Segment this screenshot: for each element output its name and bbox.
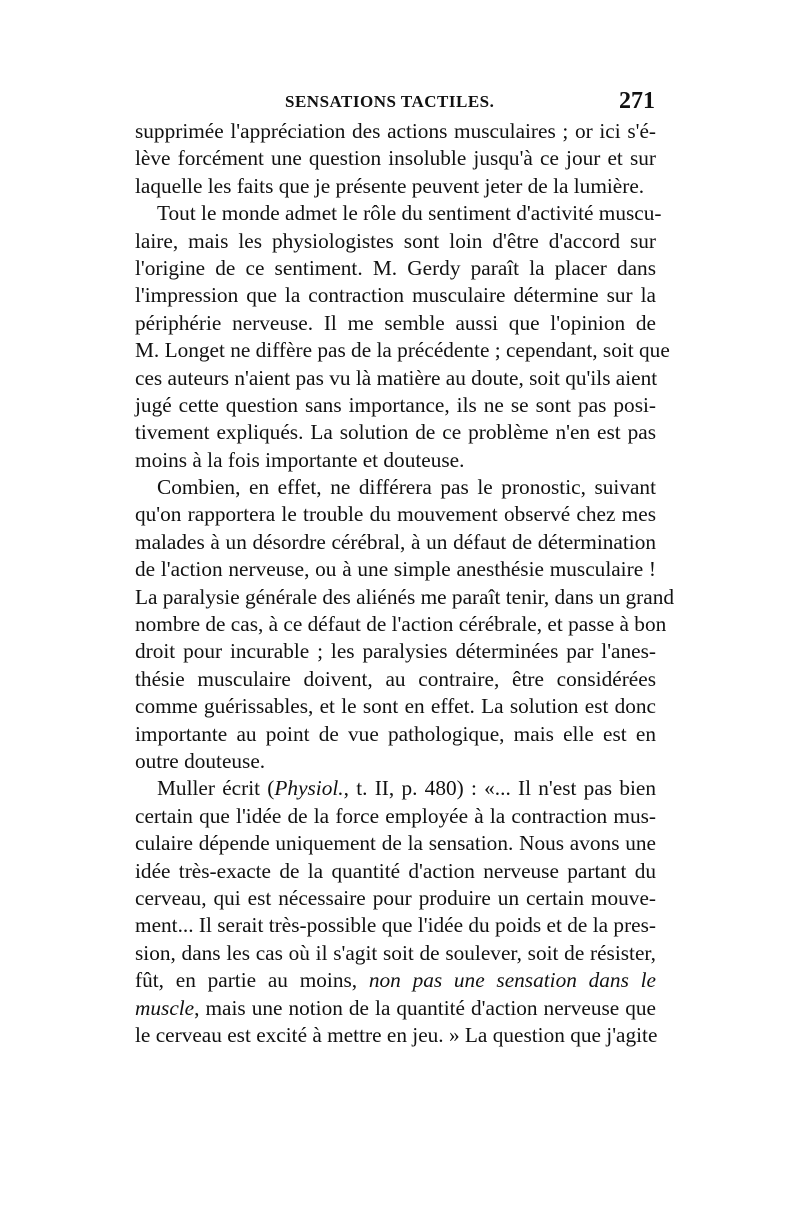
text-line: idée très-exacte de la quantité d'action nerveuse partant du (135, 858, 656, 883)
text-line: Tout le monde admet le rôle du sentiment d'activité muscu- (157, 201, 662, 226)
text-line: certain que l'idée de la force employée à la contraction mus- (135, 803, 656, 828)
text-line: M. Longet ne diffère pas de la précédente ; cependant, soit que (135, 338, 670, 363)
text-line: l'impression que la contraction musculaire détermine sur la (135, 283, 656, 308)
text-line: ces auteurs n'aient pas vu là matière au doute, soit qu'ils aient (135, 365, 658, 390)
page-number: 271 (619, 88, 655, 114)
text-line: tivement expliqués. La solution de ce problème n'en est pas (135, 420, 656, 445)
text-line: de l'action nerveuse, ou à une simple anesthésie musculaire ! (135, 557, 656, 582)
text-line: Combien, en effet, ne différera pas le pronostic, suivant (157, 475, 656, 500)
text-line: cerveau, qui est nécessaire pour produire un certain mouve- (135, 885, 656, 910)
text-segment: , mais une notion de la quantité d'action nerveuse que (194, 995, 656, 1020)
text-line: le cerveau est excité à mettre en jeu. » La question que j'agite (135, 1022, 658, 1047)
text-segment: fût, en partie au moins, (135, 968, 369, 993)
text-line: jugé cette question sans importance, ils ne se sont pas posi- (135, 392, 656, 417)
running-head (135, 88, 655, 118)
text-line: La paralysie générale des aliénés me paraît tenir, dans un grand (135, 584, 675, 609)
text-line: malades à un désordre cérébral, à un défaut de détermination (135, 529, 656, 554)
text-line: lève forcément une question insoluble jusqu'à ce jour et sur (135, 146, 656, 171)
text-line: qu'on rapportera le trouble du mouvement observé chez mes (135, 502, 656, 527)
text-line: droit pour incurable ; les paralysies déterminées par l'anes- (135, 639, 656, 664)
text-line: périphérie nerveuse. Il me semble aussi que l'opinion de (135, 310, 656, 335)
text-segment: Muller écrit ( (157, 776, 275, 801)
italic-emphasis: non pas une sensation dans le (368, 968, 656, 993)
running-title: SENSATIONS TACTILES. (285, 92, 495, 111)
text-segment: , t. II, p. 480) : «... Il n'est pas bien (343, 776, 656, 801)
text-line: laquelle les faits que je présente peuvent jeter de la lumière. (135, 173, 645, 198)
text-line: sion, dans les cas où il s'agit soit de soulever, soit de résister, (135, 940, 656, 965)
text-line: l'origine de ce sentiment. M. Gerdy paraît la placer dans (135, 255, 656, 280)
text-line: supprimée l'appréciation des actions musculaires ; or ici s'é- (135, 119, 656, 143)
text-line: moins à la fois importante et douteuse. (135, 447, 465, 472)
text-line (135, 967, 656, 994)
text-line: nombre de cas, à ce défaut de l'action cérébrale, et passe à bon (135, 612, 667, 637)
text-line: outre douteuse. (135, 748, 266, 773)
text-line (135, 775, 656, 802)
text-line: laire, mais les physiologistes sont loin d'être d'accord sur (135, 228, 656, 253)
text-line (135, 995, 656, 1022)
text-line: culaire dépende uniquement de la sensation. Nous avons une (135, 831, 656, 856)
body-text (135, 118, 675, 1049)
text-line: ment... Il serait très-possible que l'idée du poids et de la pres- (135, 913, 656, 938)
text-line: importante au point de vue pathologique, mais elle est en (135, 721, 656, 746)
text-line: thésie musculaire doivent, au contraire, être considérées (135, 666, 656, 691)
italic-emphasis: muscle (135, 995, 195, 1020)
text-line: comme guérissables, et le sont en effet. La solution est donc (135, 694, 656, 719)
italic-citation: Physiol. (274, 776, 344, 801)
